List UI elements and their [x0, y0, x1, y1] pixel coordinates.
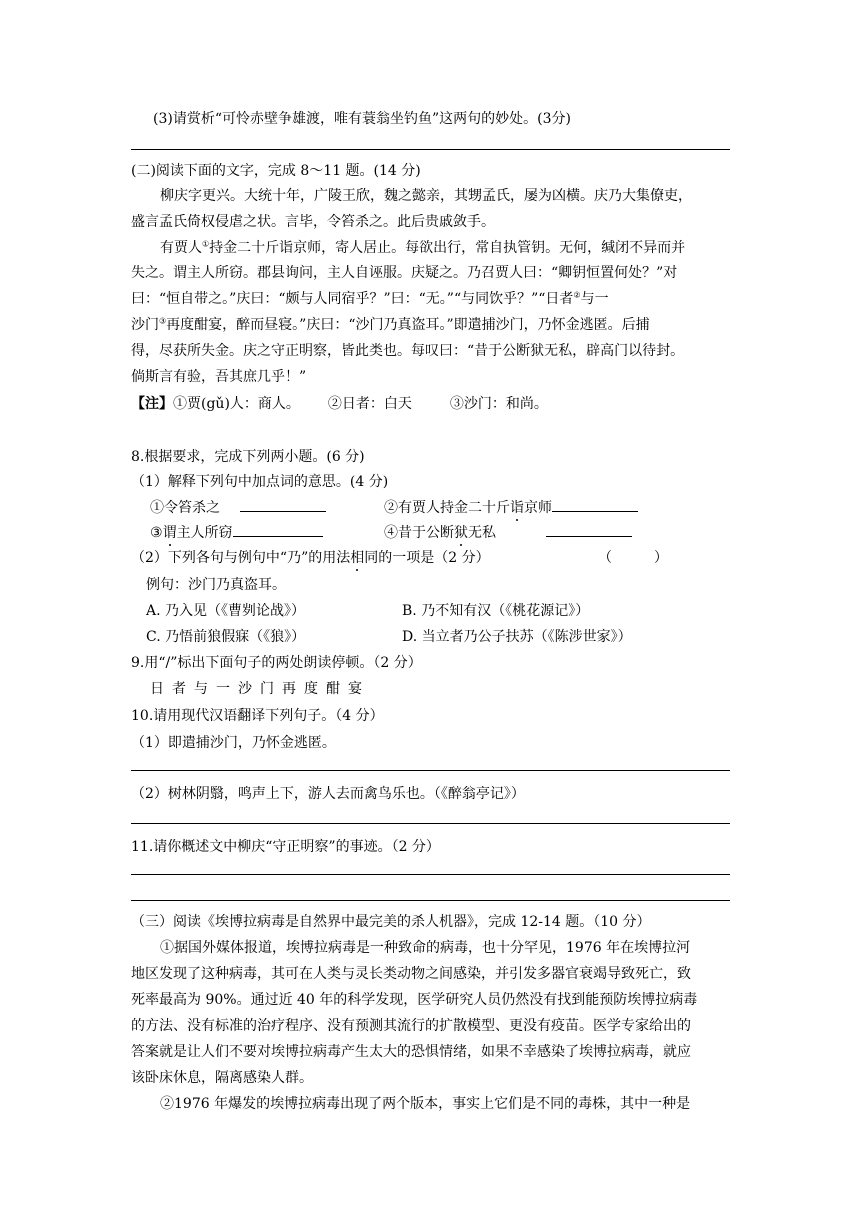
passage-line: 倘斯言有验，吾其庶几乎！” [131, 369, 307, 385]
passage-line: 有贾人①持金二十斤诣京师，寄人居止。每欲出行，常自执管钥。无何，缄闭不异而并 [160, 239, 686, 256]
annotation-tag: 【注】 [131, 396, 173, 412]
option-a[interactable]: A. 乃入见（《曹刿论战》） [146, 603, 306, 619]
question-8-sub2: （2）下列各句与例句中“乃”的用法相同的一项是（2 分） [131, 547, 490, 567]
question-9-title: 9.用“/”标出下面句子的两处朗读停顿。（2 分） [131, 655, 422, 671]
passage-line: 柳庆字更兴。大统十年，广陵王欣，魏之懿亲，其甥孟氏，屡为凶横。庆乃大集僚吏， [160, 188, 692, 204]
answer-line[interactable] [131, 770, 730, 771]
question-8-sub1: （1）解释下列句中加点词的意思。(4 分) [131, 474, 389, 490]
answer-blank[interactable] [546, 524, 632, 537]
passage-line: 失之。谓主人所窃。郡县询问，主人自诬服。庆疑之。乃召贾人曰：“卿钥恒置何处？”对 [131, 265, 678, 281]
option-b[interactable]: B. 乃不知有汉（《桃花源记》） [402, 603, 590, 619]
answer-line[interactable] [131, 823, 730, 824]
word-item: ①令笞杀之 [150, 497, 326, 517]
passage-line: 曰：“恒自带之。”庆曰：“颇与人同宿乎？”曰：“无。”“与同饮乎？”“日者②与一 [131, 290, 609, 307]
passage-line: 得，尽获所失金。庆之守正明察，皆此类也。每叹曰：“昔于公断狱无私，辟高门以待封。 [131, 343, 685, 359]
option-d[interactable]: D. 当立者乃公子扶苏（《陈涉世家》） [402, 629, 632, 645]
question-10-title: 10.请用现代汉语翻译下列句子。（4 分） [131, 708, 384, 724]
passage-line: 的方法、没有标准的治疗程序、没有预测其流行的扩散模型、更没有疫苗。医学专家给出的 [131, 1018, 691, 1034]
question-10-sentence-2: （2）树林阴翳，鸣声上下，游人去而禽鸟乐也。（《醉翁亭记》） [131, 786, 525, 802]
word-item: ④昔于公断狱无私 [384, 522, 632, 542]
passage-line: 盛言孟氏倚权侵虐之状。言毕，令笞杀之。此后贵戚敛手。 [131, 214, 495, 230]
question-9-sentence[interactable]: 日者与一沙门再度酣宴 [150, 681, 370, 697]
answer-paren[interactable]: （ ） [598, 550, 668, 566]
answer-blank[interactable] [240, 499, 326, 512]
question-10-sentence-1: （1）即遣捕沙门，乃怀金逃匿。 [131, 735, 336, 751]
annotation-item: ③沙门：和尚。 [449, 396, 548, 412]
answer-line[interactable] [131, 900, 730, 901]
passage-line: 死率最高为 90%。通过近 40 年的科学发现，医学研究人员仍然没有找到能预防埃博拉病毒 [131, 992, 698, 1008]
answer-blank[interactable] [552, 499, 638, 512]
answer-blank[interactable] [233, 524, 323, 537]
question-3: (3)请赏析“可怜赤壁争雄渡，唯有蓑翁坐钓鱼”这两句的妙处。(3分) [153, 111, 571, 127]
passage-line: 地区发现了这种病毒，其可在人类与灵长类动物之间感染，并引发多器官衰竭导致死亡，致 [131, 966, 691, 982]
passage-line: 该卧床休息，隔离感染人群。 [131, 1070, 313, 1086]
section-3-heading: （三）阅读《埃博拉病毒是自然界中最完美的杀人机器》，完成 12-14 题。（10 分） [131, 914, 651, 930]
word-item: ③谓主人所窃 [150, 522, 323, 542]
option-c[interactable]: C. 乃悟前狼假寐（《狼》） [146, 629, 306, 645]
section-2-heading: (二)阅读下面的文字，完成 8～11 题。(14 分) [131, 163, 421, 179]
answer-line[interactable] [131, 874, 730, 875]
question-11-title: 11.请你概述文中柳庆“守正明察”的事迹。（2 分） [131, 839, 440, 855]
answer-line [131, 149, 730, 150]
annotation [131, 393, 548, 413]
word-item: ②有贾人持金二十斤诣京师 [384, 497, 638, 517]
example-sentence: 例句：沙门乃真盗耳。 [146, 577, 286, 593]
passage-line: 沙门③再度酣宴，醉而昼寝。”庆曰：“沙门乃真盗耳。”即遣捕沙门，乃怀金逃匿。后捕 [131, 316, 650, 333]
passage-line: ①据国外媒体报道，埃博拉病毒是一种致命的病毒，也十分罕见，1976 年在埃博拉河 [160, 940, 691, 956]
passage-line: 答案就是让人们不要对埃博拉病毒产生太大的恐惧情绪，如果不幸感染了埃博拉病毒，就应 [131, 1044, 691, 1060]
passage-line: ②1976 年爆发的埃博拉病毒出现了两个版本，事实上它们是不同的毒株，其中一种是 [160, 1096, 691, 1112]
question-8-title: 8.根据要求，完成下列两小题。(6 分) [131, 449, 365, 465]
annotation-item: ②日者：白天 [327, 396, 412, 412]
annotation-item: ①贾(gǔ)人：商人。 [173, 396, 300, 412]
